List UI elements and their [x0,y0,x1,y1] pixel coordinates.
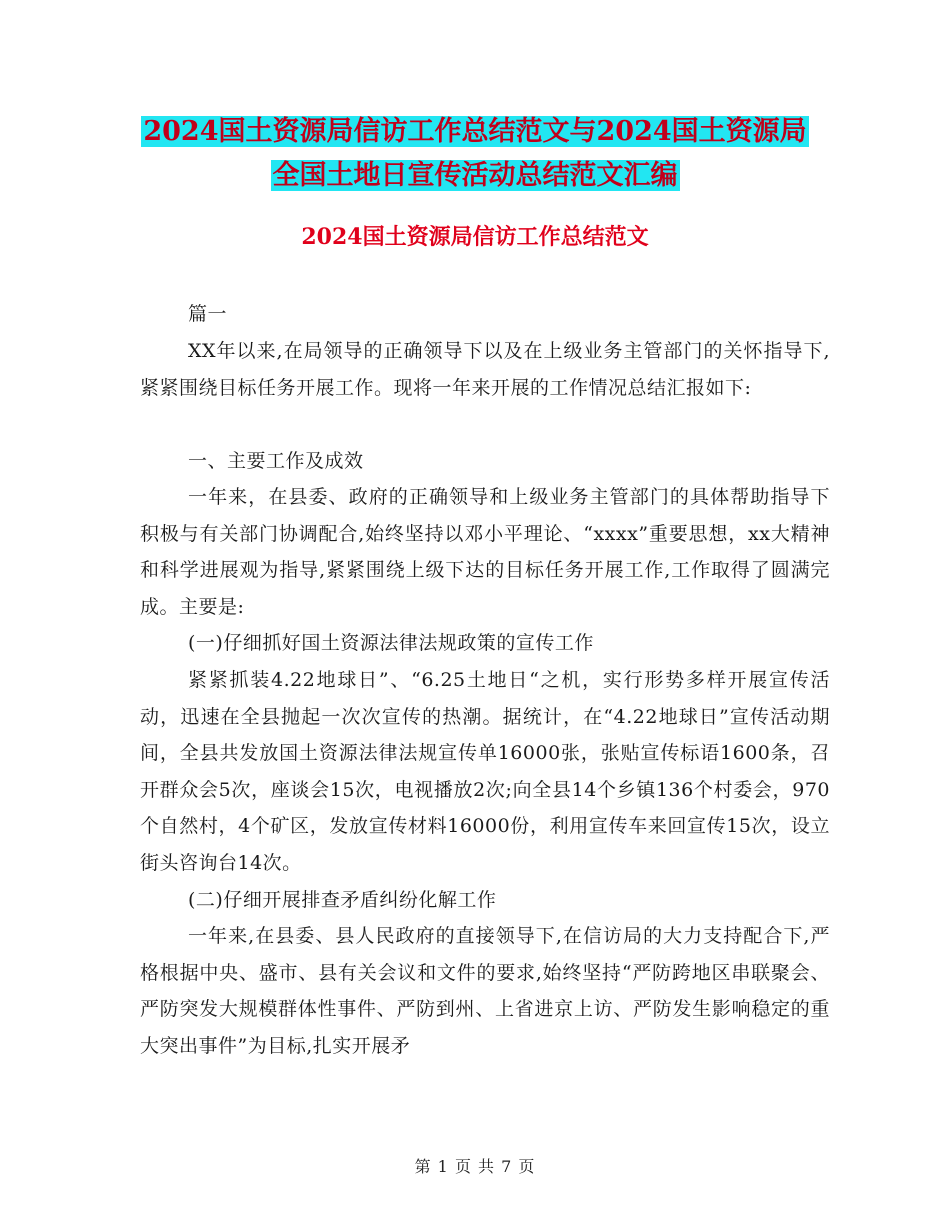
page-footer: 第 1 页 共 7 页 [414,1157,536,1176]
document-title-line-1 [0,112,950,152]
paragraph-heading-disputes: (二)仔细开展排查矛盾纠纷化解工作 [188,889,497,911]
paragraph-disputes: 一年来,在县委、县人民政府的直接领导下,在信访局的大力支持配合下,严格根据中央、盛市、县有关会议和文件的要求,始终坚持“严防跨地区串联聚会、严防突发大规模群体性事件、严防到州、上省进京上访、严防发生影响稳定的重大突出事件”为目标,扎实开展矛 [140,925,830,1057]
paragraph-intro: XX年以来,在局领导的正确领导下以及在上级业务主管部门的关怀指导下,紧紧围绕目标任务开展工作。现将一年来开展的工作情况总结汇报如下: [140,340,830,399]
paragraph-main-work: 一年来，在县委、政府的正确领导和上级业务主管部门的具体帮助指导下积极与有关部门协调配合,始终坚持以邓小平理论、“xxxx”重要思想，xx大精神和科学进展观为指导,紧紧围绕上级下达的目标任务开展工作,工作取得了圆满完成。主要是: [140,486,830,618]
paragraph-heading-main-work: 一、主要工作及成效 [188,450,364,472]
paragraph-part-heading: 篇一 [188,303,228,325]
paragraph-publicity: 紧紧抓装4.22地球日”、“6.25土地日“之机，实行形势多样开展宣传活动，迅速在全县抛起一次次宣传的热潮。据统计，在“4.22地球日”宣传活动期间，全县共发放国土资源法律法规宣传单16000张，张贴宣传标语1600条，召开群众会5次，座谈会15次，电视播放2次;向全县14个乡镇136个村委会，970个自然村，4个矿区，发放宣传材料16000份，利用宣传车来回宣传15次，设立街头咨询台14次。 [140,669,830,874]
paragraph-heading-publicity: (一)仔细抓好国土资源法律法规政策的宣传工作 [188,632,594,654]
document-title-line-2 [0,156,950,196]
title-highlight: 全国土地日宣传活动总结范文汇编 [272,160,678,191]
title-highlight: 2024国土资源局信访工作总结范文与2024国土资源局 [143,116,807,147]
section-title: 2024国土资源局信访工作总结范文 [301,224,649,250]
